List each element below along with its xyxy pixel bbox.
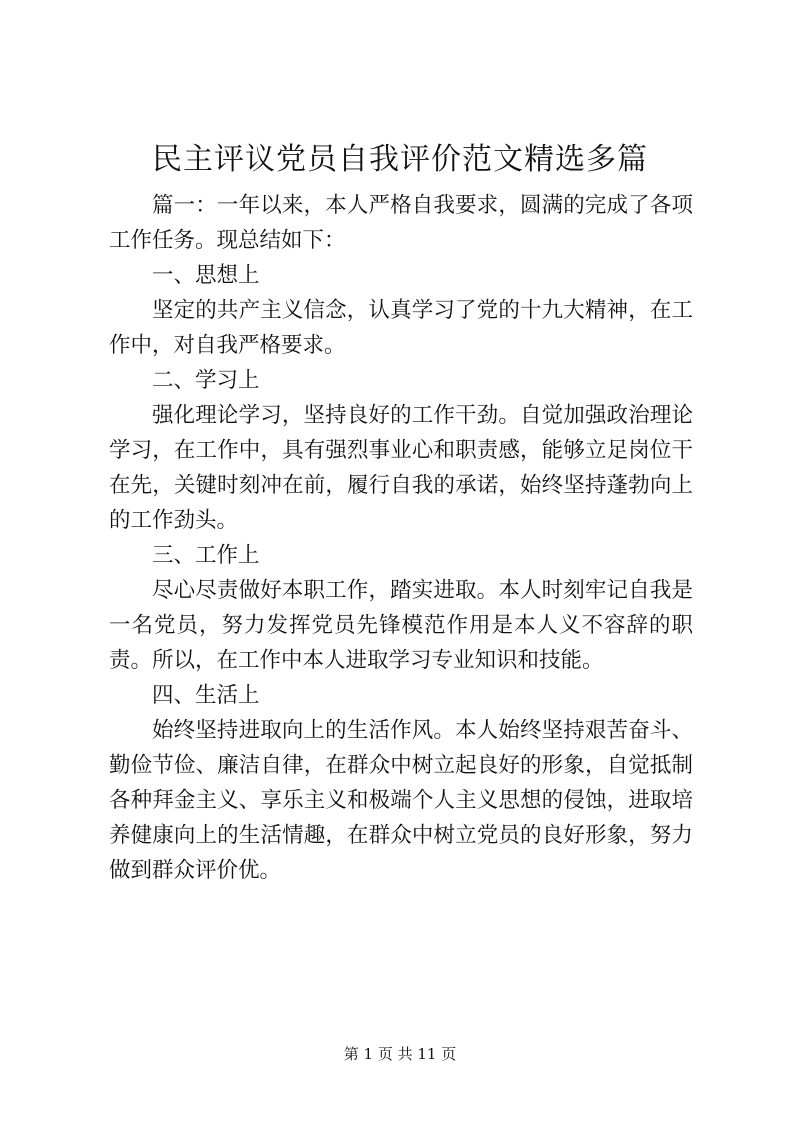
paragraph-intro: 篇一：一年以来，本人严格自我要求，圆满的完成了各项工作任务。现总结如下： (109, 193, 693, 253)
paragraph-thought: 坚定的共产主义信念，认真学习了党的十九大精神，在工作中，对自我严格要求。 (109, 298, 693, 358)
document-body (109, 188, 693, 888)
section-heading-work: 三、工作上 (152, 543, 260, 568)
paragraph-life: 始终坚持进取向上的生活作风。本人始终坚持艰苦奋斗、勤俭节俭、廉洁自律，在群众中树立起良好的形象，自觉抵制各种拜金主义、享乐主义和极端个人主义思想的侵蚀，进取培养健康向上的生活情趣，在群众中树立党员的良好形象，努力做到群众评价优。 (109, 718, 693, 883)
section-heading-thought: 一、思想上 (152, 263, 260, 288)
paragraph-work: 尽心尽责做好本职工作，踏实进取。本人时刻牢记自我是一名党员，努力发挥党员先锋模范作用是本人义不容辞的职责。所以，在工作中本人进取学习专业知识和技能。 (109, 578, 693, 673)
section-heading-study: 二、学习上 (152, 368, 260, 393)
section-heading-life: 四、生活上 (152, 683, 260, 708)
document-title: 民主评议党员自我评价范文精选多篇 (152, 142, 648, 177)
paragraph-study: 强化理论学习，坚持良好的工作干劲。自觉加强政治理论学习，在工作中，具有强烈事业心和职责感，能够立足岗位干在先，关键时刻冲在前，履行自我的承诺，始终坚持蓬勃向上的工作劲头。 (109, 403, 693, 533)
page-number-footer: 第 1 页 共 11 页 (343, 1045, 457, 1063)
